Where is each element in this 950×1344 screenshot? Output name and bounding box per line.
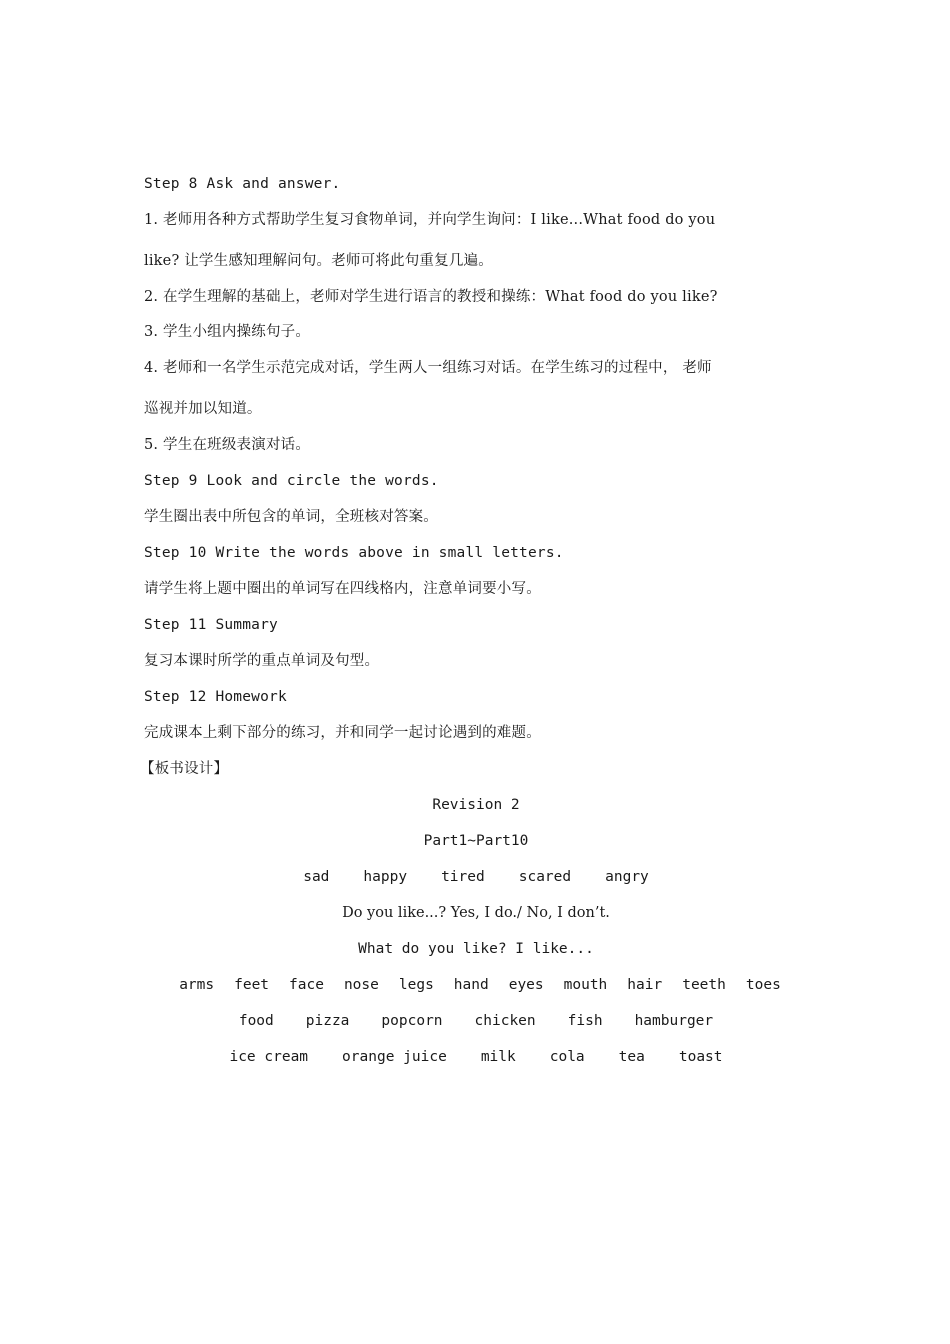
word: pizza — [305, 1013, 350, 1029]
step8-item1-line1: 1. 老师用各种方式帮助学生复习食物单词，并向学生询问：I like...What food do you — [144, 212, 716, 228]
word: popcorn — [381, 1013, 443, 1029]
word: food — [238, 1013, 274, 1029]
word: sad — [303, 869, 330, 885]
foods-row-1 — [144, 1011, 808, 1031]
step12-title: Step 12 Homework — [144, 689, 287, 705]
word: happy — [363, 869, 408, 885]
word: toast — [678, 1049, 723, 1065]
word: mouth — [563, 977, 608, 993]
word: tired — [441, 869, 485, 885]
step9-text: 学生圈出表中所包含的单词，全班核对答案。 — [144, 509, 438, 525]
step8-item4-line2: 巡视并加以知道。 — [144, 401, 262, 417]
word: tea — [618, 1049, 645, 1065]
word: angry — [605, 869, 649, 885]
word: face — [289, 977, 324, 993]
word: cola — [549, 1049, 585, 1065]
word: arms — [179, 977, 215, 993]
word: legs — [398, 977, 434, 993]
body-parts-row — [140, 975, 820, 995]
step8-item3: 3. 学生小组内操练句子。 — [144, 324, 311, 340]
word: toes — [745, 977, 781, 993]
step8-title: Step 8 Ask and answer. — [144, 176, 341, 192]
board-heading: 【板书设计】 — [140, 761, 229, 777]
word: fish — [567, 1013, 603, 1029]
word: teeth — [682, 977, 726, 993]
step11-text: 复习本课时所学的重点单词及句型。 — [144, 653, 380, 669]
word: hair — [627, 977, 663, 993]
word: milk — [480, 1049, 516, 1065]
step10-title: Step 10 Write the words above in small letters. — [144, 545, 564, 561]
word: ice cream — [229, 1049, 309, 1065]
word: nose — [343, 977, 379, 993]
word: orange juice — [342, 1049, 447, 1065]
feelings-row — [144, 867, 808, 887]
board-sentence-2: What do you like? I like... — [358, 941, 594, 957]
step8-item4-line1: 4. 老师和一名学生示范完成对话，学生两人一组练习对话。在学生练习的过程中， 老师 — [144, 360, 712, 376]
step10-text: 请学生将上题中圈出的单词写在四线格内，注意单词要小写。 — [144, 581, 541, 597]
step9-title: Step 9 Look and circle the words. — [144, 473, 439, 489]
step8-item1-line2: like? 让学生感知理解问句。老师可将此句重复几遍。 — [144, 253, 493, 269]
word: feet — [234, 977, 270, 993]
board-title: Revision 2 — [432, 797, 520, 813]
word: chicken — [474, 1013, 536, 1029]
foods-row-2 — [144, 1047, 808, 1067]
step11-title: Step 11 Summary — [144, 617, 278, 633]
step12-text: 完成课本上剩下部分的练习，并和同学一起讨论遇到的难题。 — [144, 725, 541, 741]
word: hamburger — [634, 1013, 714, 1029]
word: hand — [453, 977, 489, 993]
step8-item5: 5. 学生在班级表演对话。 — [144, 437, 311, 453]
word: eyes — [508, 977, 544, 993]
board-subtitle: Part1~Part10 — [423, 833, 529, 849]
word: scared — [518, 869, 572, 885]
board-sentence-1: Do you like...? Yes, I do./ No, I don’t. — [342, 905, 610, 921]
step8-item2: 2. 在学生理解的基础上，老师对学生进行语言的教授和操练：What food do you like? — [144, 289, 718, 305]
